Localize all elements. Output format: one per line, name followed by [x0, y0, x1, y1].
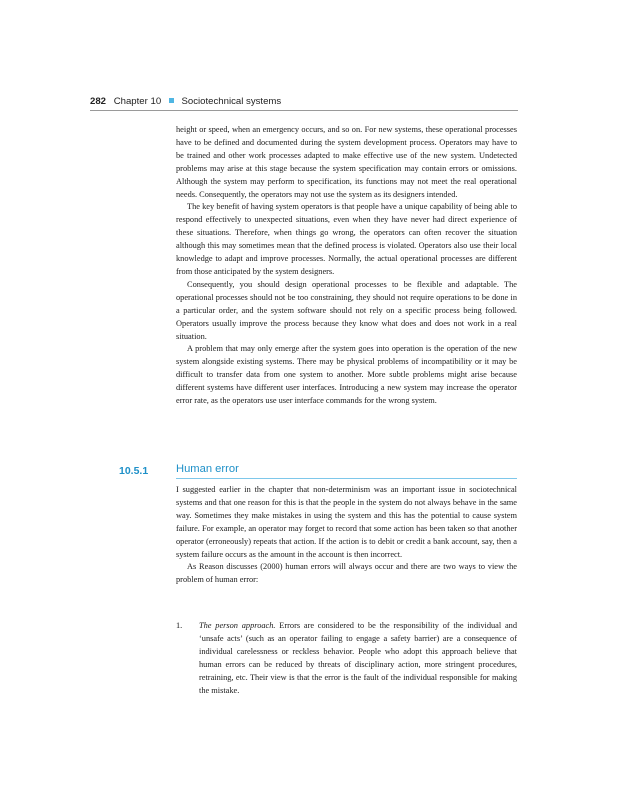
chapter-title: Sociotechnical systems	[181, 96, 282, 107]
running-header	[90, 96, 518, 107]
paragraph: As Reason discusses (2000) human errors will always occur and there are two ways to view the problem of human error:	[176, 562, 517, 585]
section-divider	[176, 478, 517, 479]
list-item-number: 1.	[176, 621, 183, 630]
body-text-top	[176, 124, 517, 408]
paragraph: A problem that may only emerge after the system goes into operation is the operation of the new system alongside existing systems. There may be physical problems of incompatibility or it may be difficult to transfer data from one system to another. More subtle problems might arise because different systems have different user interfaces. Introducing a new system may increase the operator error rate, as the operators use user interface commands for the wrong system.	[176, 344, 517, 406]
separator-square-icon	[169, 98, 174, 103]
section-title: Human error	[176, 463, 239, 475]
paragraph: The key benefit of having system operators is that people have a unique capability of being able to respond effectively to unexpected situations, even when they have never had direct experience of these situations. Therefore, when things go wrong, the operators can often recover the situation although this may sometimes mean that the defined process is violated. Operators also use their local knowledge to adapt and improve processes. Normally, the actual operational processes are different from those anticipated by the system designers.	[176, 202, 517, 276]
paragraph: height or speed, when an emergency occurs, and so on. For new systems, these operational processes have to be defined and documented during the system development process. Operators may have to be trained and other work processes adapted to make effective use of the new system. Undetected problems may arise at this stage because the system specification may contain errors or omissions. Although the system may perform to specification, its functions may not meet the real operational needs. Consequently, the operators may not use the system as its designers intended.	[176, 125, 517, 199]
chapter-label: Chapter 10	[113, 96, 162, 107]
header-divider	[90, 110, 518, 111]
list-item-text: Errors are considered to be the responsibility of the individual and ‘unsafe acts’ (such as an operator failing to engage a safety barrier) are a consequence of individual carelessness or reckless behavior. People who adopt this approach believe that human errors can be reduced by threats of disciplinary action, more stringent procedures, retraining, etc. Their view is that the error is the fault of the individual responsible for making the mistake.	[199, 621, 517, 695]
numbered-list	[176, 620, 517, 697]
page-number: 282	[90, 96, 107, 107]
body-text-section	[176, 484, 517, 587]
list-item-body	[199, 620, 517, 697]
list-item-lead: The person approach.	[199, 621, 276, 630]
list-item	[176, 620, 517, 697]
paragraph: Consequently, you should design operational processes to be flexible and adaptable. The operational processes should not be too constraining, they should not require operations to be done in a particular order, and the system software should not rely on a specific process being followed. Operators usually improve the process because they know what does and does not work in a real situation.	[176, 279, 517, 341]
section-number: 10.5.1	[119, 465, 149, 477]
paragraph: I suggested earlier in the chapter that non-determinism was an important issue in sociotechnical systems and that one reason for this is that the people in the system do not always behave in the same way. Sometimes they make mistakes in using the system and this has the potential to cause system failure. For example, an operator may forget to record that some action has been taken so that another operator (erroneously) repeats that action. If the action is to debit or credit a bank account, say, then a system failure occurs as the amount in the account is then incorrect.	[176, 485, 517, 559]
